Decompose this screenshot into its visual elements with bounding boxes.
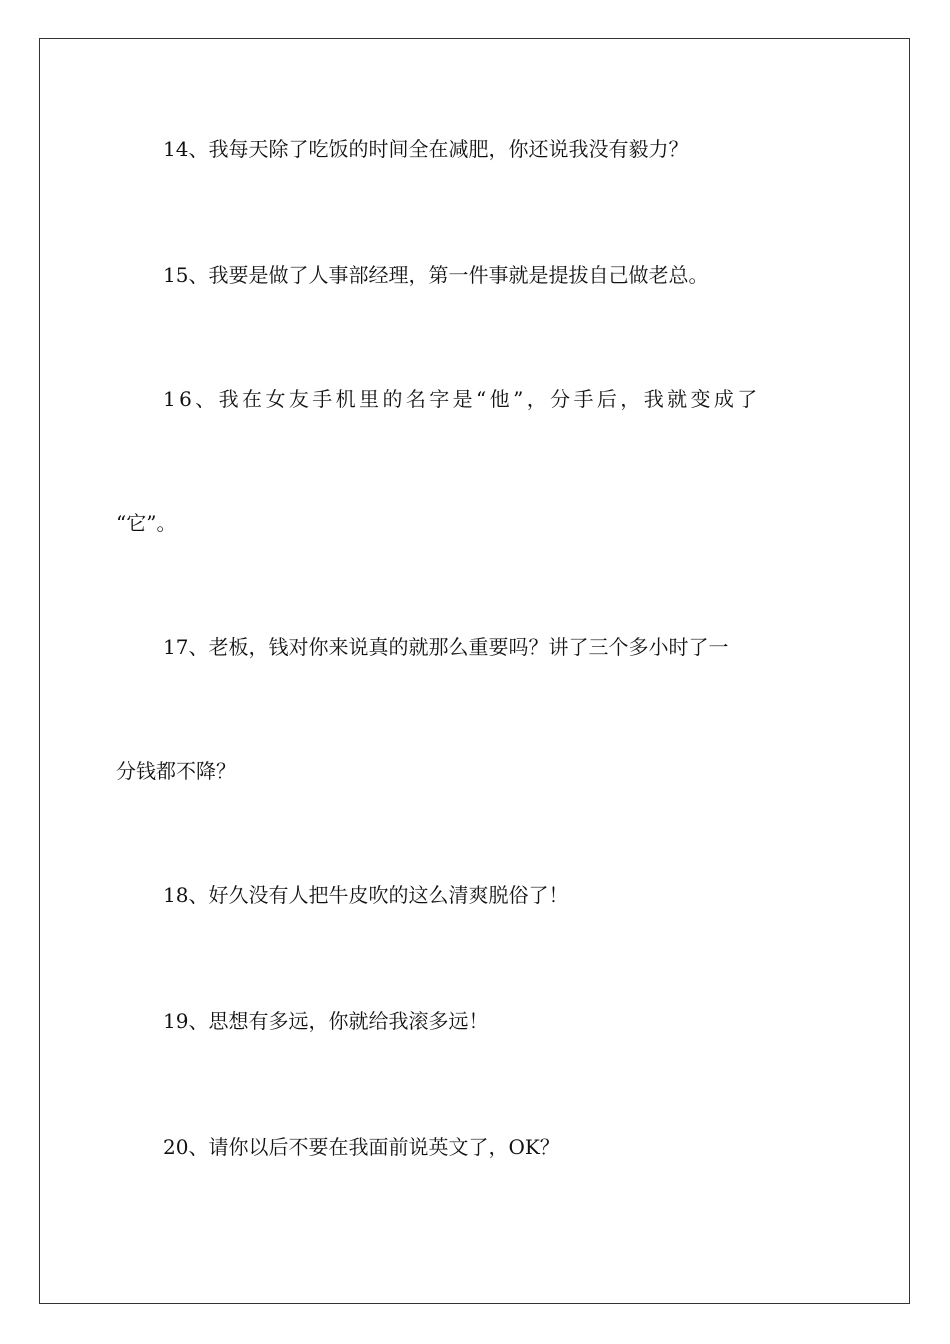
- paragraph-20: 20、请你以后不要在我面前说英文了，OK？: [163, 1135, 560, 1159]
- paragraph-18: 18、好久没有人把牛皮吹的这么清爽脱俗了！: [163, 883, 569, 907]
- paragraph-19: 19、思想有多远，你就给我滚多远！: [163, 1009, 489, 1033]
- page-border: [39, 38, 910, 1304]
- paragraph-17-line-1: 17、老板，钱对你来说真的就那么重要吗？讲了三个多小时了一: [163, 635, 729, 659]
- paragraph-16-line-1: 16、我在女友手机里的名字是“他”，分手后，我就变成了: [163, 387, 761, 411]
- paragraph-17-line-2: 分钱都不降？: [116, 759, 236, 783]
- paragraph-16-line-2: “它”。: [116, 511, 177, 535]
- paragraph-14: 14、我每天除了吃饭的时间全在减肥，你还说我没有毅力？: [163, 137, 689, 161]
- paragraph-15: 15、我要是做了人事部经理，第一件事就是提拔自己做老总。: [163, 263, 709, 287]
